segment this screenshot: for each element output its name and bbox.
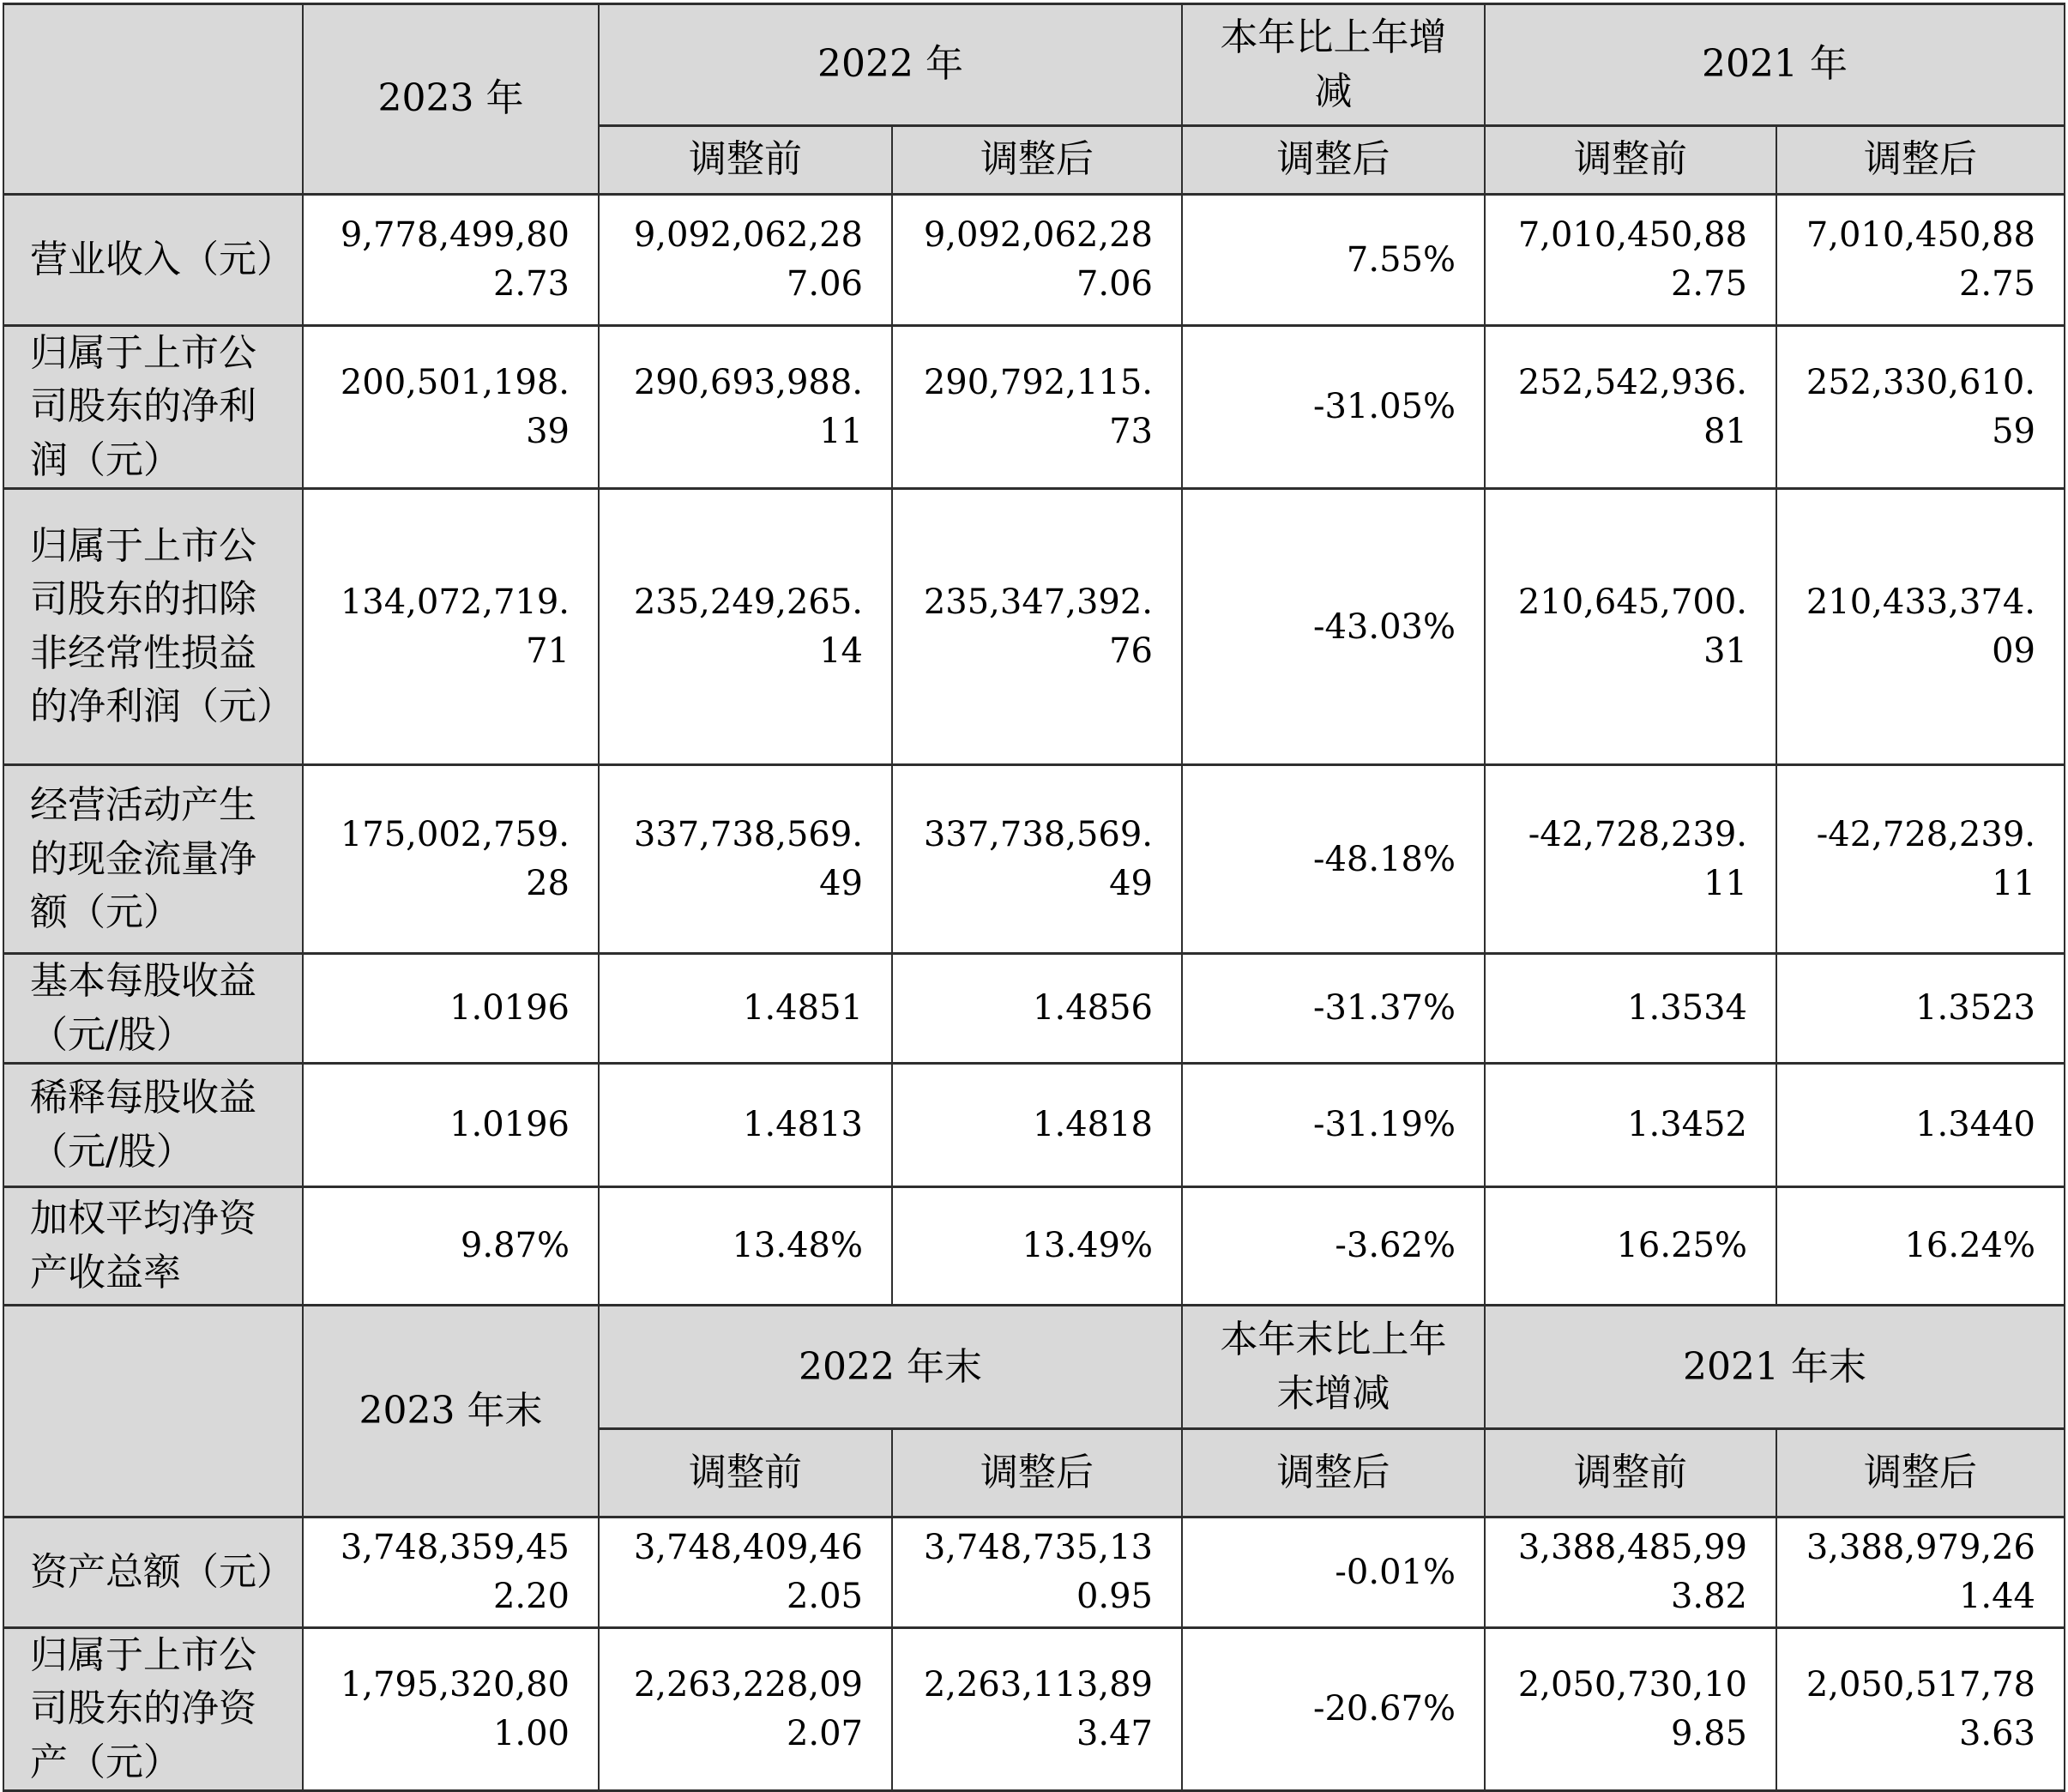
- cell-2022-after: 9,092,062,287.06: [892, 195, 1182, 326]
- cell-2021-after: -42,728,239.11: [1776, 765, 2065, 954]
- cell-change: -31.37%: [1182, 954, 1485, 1064]
- cell-2021-after: 16.24%: [1776, 1187, 2065, 1306]
- cell-2022-before: 1.4813: [599, 1064, 892, 1187]
- cell-2021-before: 1.3452: [1485, 1064, 1776, 1187]
- cell-2022-after: 3,748,735,130.95: [892, 1517, 1182, 1628]
- header-change: 本年比上年增减: [1182, 4, 1485, 126]
- row-label: 营业收入（元）: [3, 195, 303, 326]
- header-2022-adj-before: 调整前: [599, 126, 892, 195]
- row-label: 稀释每股收益（元/股）: [3, 1064, 303, 1187]
- cell-change: -48.18%: [1182, 765, 1485, 954]
- cell-2022-before: 2,263,228,092.07: [599, 1627, 892, 1790]
- cell-2021-after: 7,010,450,882.75: [1776, 195, 2065, 326]
- header-2021-end-adj-before: 调整前: [1485, 1429, 1776, 1517]
- header-2021-end: 2021 年末: [1485, 1306, 2065, 1429]
- cell-2022-after: 1.4818: [892, 1064, 1182, 1187]
- row-label: 资产总额（元）: [3, 1517, 303, 1628]
- cell-2021-before: 252,542,936.81: [1485, 326, 1776, 489]
- cell-2021-before: -42,728,239.11: [1485, 765, 1776, 954]
- row-diluted-eps: [3, 1064, 2065, 1187]
- row-label: 归属于上市公司股东的净利润（元）: [3, 326, 303, 489]
- header-2021: 2021 年: [1485, 4, 2065, 126]
- header-2021-adj-before: 调整前: [1485, 126, 1776, 195]
- header-blank-cell: [3, 1306, 303, 1517]
- row-basic-eps: [3, 954, 2065, 1064]
- cell-2021-before: 1.3534: [1485, 954, 1776, 1064]
- row-label: 归属于上市公司股东的扣除非经常性损益的净利润（元）: [3, 489, 303, 765]
- row-operating-cash-flow: [3, 765, 2065, 954]
- cell-2022-before: 1.4851: [599, 954, 892, 1064]
- cell-2022-before: 235,249,265.14: [599, 489, 892, 765]
- yearend-header-year-row: [3, 1306, 2065, 1429]
- header-end-change: 本年末比上年末增减: [1182, 1306, 1485, 1429]
- header-2021-end-adj-after: 调整后: [1776, 1429, 2065, 1517]
- cell-2022-after: 13.49%: [892, 1187, 1182, 1306]
- cell-2023: 9.87%: [303, 1187, 599, 1306]
- row-label: 归属于上市公司股东的净资产（元）: [3, 1627, 303, 1790]
- cell-change: 7.55%: [1182, 195, 1485, 326]
- cell-2022-before: 3,748,409,462.05: [599, 1517, 892, 1628]
- cell-2023: 1,795,320,801.00: [303, 1627, 599, 1790]
- cell-2022-before: 290,693,988.11: [599, 326, 892, 489]
- cell-change: -31.19%: [1182, 1064, 1485, 1187]
- row-label: 经营活动产生的现金流量净额（元）: [3, 765, 303, 954]
- header-2022-end-adj-before: 调整前: [599, 1429, 892, 1517]
- cell-2021-after: 3,388,979,261.44: [1776, 1517, 2065, 1628]
- cell-change: -3.62%: [1182, 1187, 1485, 1306]
- cell-2023: 1.0196: [303, 1064, 599, 1187]
- cell-change: -20.67%: [1182, 1627, 1485, 1790]
- header-2022-adj-after: 调整后: [892, 126, 1182, 195]
- cell-change: -0.01%: [1182, 1517, 1485, 1628]
- header-end-change-adj-after: 调整后: [1182, 1429, 1485, 1517]
- header-2022: 2022 年: [599, 4, 1182, 126]
- cell-2022-after: 2,263,113,893.47: [892, 1627, 1182, 1790]
- row-net-profit-excl-nonrecurring: [3, 489, 2065, 765]
- cell-2021-before: 7,010,450,882.75: [1485, 195, 1776, 326]
- cell-2023: 3,748,359,452.20: [303, 1517, 599, 1628]
- row-net-profit-attributable: [3, 326, 2065, 489]
- cell-2023: 9,778,499,802.73: [303, 195, 599, 326]
- header-blank-cell: [3, 4, 303, 195]
- header-2023-end: 2023 年末: [303, 1306, 599, 1517]
- cell-2021-before: 16.25%: [1485, 1187, 1776, 1306]
- header-2023: 2023 年: [303, 4, 599, 195]
- row-label: 加权平均净资产收益率: [3, 1187, 303, 1306]
- cell-2023: 200,501,198.39: [303, 326, 599, 489]
- cell-2022-before: 9,092,062,287.06: [599, 195, 892, 326]
- row-label: 基本每股收益（元/股）: [3, 954, 303, 1064]
- row-total-assets: [3, 1517, 2065, 1628]
- cell-2021-after: 252,330,610.59: [1776, 326, 2065, 489]
- header-2022-end: 2022 年末: [599, 1306, 1182, 1429]
- header-2021-adj-after: 调整后: [1776, 126, 2065, 195]
- cell-2022-before: 337,738,569.49: [599, 765, 892, 954]
- cell-2022-after: 337,738,569.49: [892, 765, 1182, 954]
- cell-2021-after: 2,050,517,783.63: [1776, 1627, 2065, 1790]
- cell-2023: 134,072,719.71: [303, 489, 599, 765]
- row-operating-revenue: [3, 195, 2065, 326]
- header-2022-end-adj-after: 调整后: [892, 1429, 1182, 1517]
- row-weighted-avg-roe: [3, 1187, 2065, 1306]
- cell-2021-after: 210,433,374.09: [1776, 489, 2065, 765]
- cell-2021-before: 210,645,700.31: [1485, 489, 1776, 765]
- cell-2022-after: 235,347,392.76: [892, 489, 1182, 765]
- cell-change: -31.05%: [1182, 326, 1485, 489]
- cell-2021-after: 1.3440: [1776, 1064, 2065, 1187]
- cell-2021-after: 1.3523: [1776, 954, 2065, 1064]
- header-change-adj-after: 调整后: [1182, 126, 1485, 195]
- cell-2021-before: 3,388,485,993.82: [1485, 1517, 1776, 1628]
- annual-header-year-row: [3, 4, 2065, 126]
- cell-2021-before: 2,050,730,109.85: [1485, 1627, 1776, 1790]
- financial-summary-table: [3, 3, 2065, 1792]
- cell-2023: 175,002,759.28: [303, 765, 599, 954]
- cell-change: -43.03%: [1182, 489, 1485, 765]
- cell-2022-after: 1.4856: [892, 954, 1182, 1064]
- cell-2023: 1.0196: [303, 954, 599, 1064]
- row-net-assets-attributable: [3, 1627, 2065, 1790]
- cell-2022-after: 290,792,115.73: [892, 326, 1182, 489]
- cell-2022-before: 13.48%: [599, 1187, 892, 1306]
